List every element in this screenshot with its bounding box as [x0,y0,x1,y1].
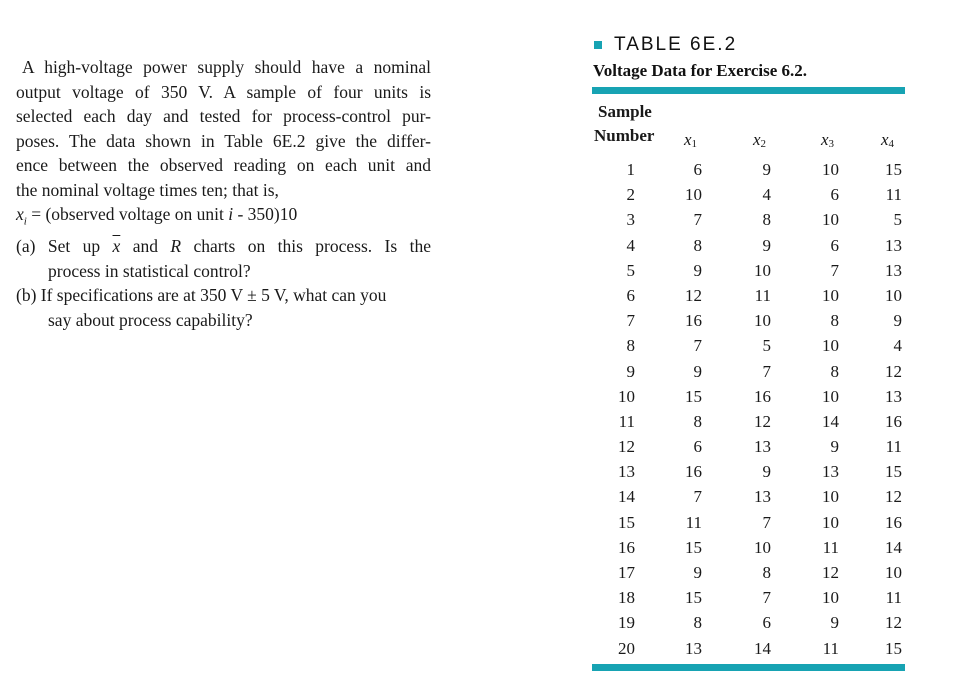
table-row [592,183,905,208]
cell-x3: 11 [822,638,839,658]
cell-x1: 7 [693,487,702,507]
table-row [592,309,905,334]
cell-x4: 12 [885,361,902,381]
header-number: Number [594,126,655,145]
cell-x4: 4 [893,336,902,356]
part-b-continuation: say about process capability? [48,309,253,330]
problem-line-5: ence between the observed reading on each unit and [16,155,431,175]
cell-sample: 4 [626,235,635,255]
cell-x2: 4 [762,185,771,205]
cell-x3: 10 [822,336,839,356]
cell-x2: 14 [754,638,771,658]
table-top-rule [592,87,905,94]
cell-x3: 10 [822,160,839,179]
part-a-label: (a) Set up [16,236,113,256]
header-x1-sub: 1 [691,138,698,150]
cell-x1: 6 [693,160,702,179]
cell-x1: 16 [685,311,702,331]
table-header [592,94,905,158]
cell-x1: 11 [685,512,702,532]
cell-x1: 15 [685,386,702,406]
header-x3-sub: 3 [828,138,835,150]
cell-sample: 9 [626,361,635,381]
cell-x2: 7 [762,588,771,608]
cell-x1: 8 [693,235,702,255]
table-row [592,334,905,359]
cell-x4: 11 [885,185,902,205]
cell-x2: 16 [754,386,771,406]
cell-x3: 10 [822,487,839,507]
cell-x1: 7 [693,336,702,356]
cell-x4: 9 [893,311,902,331]
cell-x2: 9 [762,462,771,482]
table-caption: Voltage Data for Exercise 6.2. [593,61,808,80]
cell-x4: 15 [885,462,902,482]
table-row [592,259,905,284]
cell-sample: 18 [618,588,635,608]
header-x4 [881,130,894,150]
table-row [592,536,905,561]
table-row [592,360,905,385]
cell-x1: 15 [685,537,702,557]
cell-x4: 12 [885,613,902,633]
table-row [592,385,905,410]
problem-line-2: output voltage of 350 V. A sample of four units is [16,81,431,102]
header-x1 [684,130,697,150]
cell-x1: 9 [693,563,702,582]
table-row [592,435,905,460]
cell-x1: 8 [693,411,702,431]
cell-x4: 11 [885,437,902,457]
cell-x2: 5 [762,336,771,356]
part-a [16,234,431,259]
part-a-mid: and [120,236,171,256]
cell-x3: 7 [830,260,839,280]
cell-x4: 13 [885,235,902,255]
table-label-text: TABLE 6E.2 [614,34,738,55]
cell-x2: 8 [762,210,771,230]
table-body [592,158,905,662]
cell-x2: 10 [754,260,771,280]
header-x2 [753,130,766,150]
cell-x3: 6 [830,185,839,205]
header-x1-symbol: x [684,130,692,149]
cell-x3: 13 [822,462,839,482]
cell-sample: 10 [618,386,635,406]
cell-x1: 10 [685,185,702,205]
table-row [592,511,905,536]
cell-sample: 3 [626,210,635,230]
cell-x2: 13 [754,437,771,457]
cell-x2: 10 [754,537,771,557]
problem-line-1: A high-voltage power supply should have a nominal [22,57,431,77]
formula-x: x [16,204,24,224]
cell-x3: 10 [822,588,839,608]
cell-x4: 15 [885,638,902,658]
table-label [592,34,905,56]
table-row [592,637,905,662]
cell-sample: 1 [626,160,635,179]
problem-line-4: poses. The data shown in Table 6E.2 give the differ- [16,130,431,151]
cell-sample: 13 [618,462,635,482]
cell-x2: 9 [762,160,771,179]
cell-sample: 16 [618,537,635,557]
cell-x1: 12 [685,285,702,305]
header-x3 [821,130,834,150]
header-x4-sub: 4 [888,138,895,150]
cell-x4: 16 [885,411,902,431]
header-x2-sub: 2 [760,138,767,150]
formula-text-a: = (observed voltage on unit [26,204,229,224]
cell-x2: 7 [762,361,771,381]
cell-x3: 10 [822,285,839,305]
cell-sample: 8 [626,336,635,356]
cell-x4: 15 [885,160,902,179]
cell-sample: 6 [626,285,635,305]
cell-x3: 8 [830,311,839,331]
cell-x3: 9 [830,437,839,457]
table-row [592,611,905,636]
cell-x1: 8 [693,613,702,633]
cell-x4: 16 [885,512,902,532]
table-row [592,234,905,259]
cell-x1: 15 [685,588,702,608]
formula-text-b: - 350)10 [233,204,298,224]
table-row [592,561,905,586]
cell-x4: 11 [885,588,902,608]
cell-x2: 10 [754,311,771,331]
cell-x2: 6 [762,613,771,633]
cell-x4: 12 [885,487,902,507]
cell-x2: 11 [754,285,771,305]
cell-sample: 7 [626,311,635,331]
cell-x1: 9 [693,260,702,280]
formula-subscript: i [23,215,27,228]
cell-sample: 20 [618,638,635,658]
cell-sample: 12 [618,437,635,457]
cell-sample: 2 [626,185,635,205]
cell-x3: 12 [822,563,839,582]
cell-x2: 13 [754,487,771,507]
cell-x2: 9 [762,235,771,255]
header-x2-symbol: x [753,130,761,149]
table-row [592,485,905,510]
cell-x2: 12 [754,411,771,431]
cell-x3: 10 [822,210,839,230]
cell-sample: 14 [618,487,635,507]
problem-statement [16,55,431,332]
part-a-R: R [170,236,182,256]
cell-x1: 9 [693,361,702,381]
table-row [592,284,905,309]
cell-x3: 9 [830,613,839,633]
square-bullet-icon [594,41,602,49]
cell-x3: 10 [822,386,839,406]
problem-line-3: selected each day and tested for process-control pur- [16,106,431,126]
table-row [592,586,905,611]
header-sample-number [594,100,654,148]
cell-x2: 7 [762,512,771,532]
header-x4-symbol: x [881,130,889,149]
cell-x1: 13 [685,638,702,658]
cell-sample: 17 [618,563,635,582]
cell-x4: 14 [885,537,902,557]
problem-line-6: the nominal voltage times ten; that is, [16,179,279,200]
header-sample: Sample [598,102,652,121]
cell-x4: 5 [893,210,902,230]
cell-x3: 8 [830,361,839,381]
cell-x1: 16 [685,462,702,482]
cell-x4: 10 [885,563,902,582]
part-a-xbar: $\overline{x}$ [112,236,121,256]
table-row [592,208,905,233]
table-row [592,460,905,485]
formula-i: i [228,204,234,224]
part-a-continuation: process in statistical control? [48,260,251,281]
formula-line [16,202,431,234]
part-a-rest: charts on this process. Is the [181,236,431,256]
cell-x3: 14 [822,411,839,431]
cell-sample: 11 [618,411,635,431]
part-b: (b) If specifications are at 350 V ± 5 V, what can you [16,285,387,305]
table-row [592,410,905,435]
cell-x4: 10 [885,285,902,305]
table-bottom-rule [592,664,905,671]
voltage-table [592,34,905,671]
cell-x4: 13 [885,260,902,280]
cell-x2: 8 [762,563,771,582]
header-x3-symbol: x [821,130,829,149]
cell-x1: 6 [693,437,702,457]
cell-x3: 11 [822,537,839,557]
cell-sample: 19 [618,613,635,633]
cell-sample: 5 [626,260,635,280]
cell-x4: 13 [885,386,902,406]
cell-x1: 7 [693,210,702,230]
cell-x3: 10 [822,512,839,532]
table-row [592,158,905,183]
cell-sample: 15 [618,512,635,532]
cell-x3: 6 [830,235,839,255]
